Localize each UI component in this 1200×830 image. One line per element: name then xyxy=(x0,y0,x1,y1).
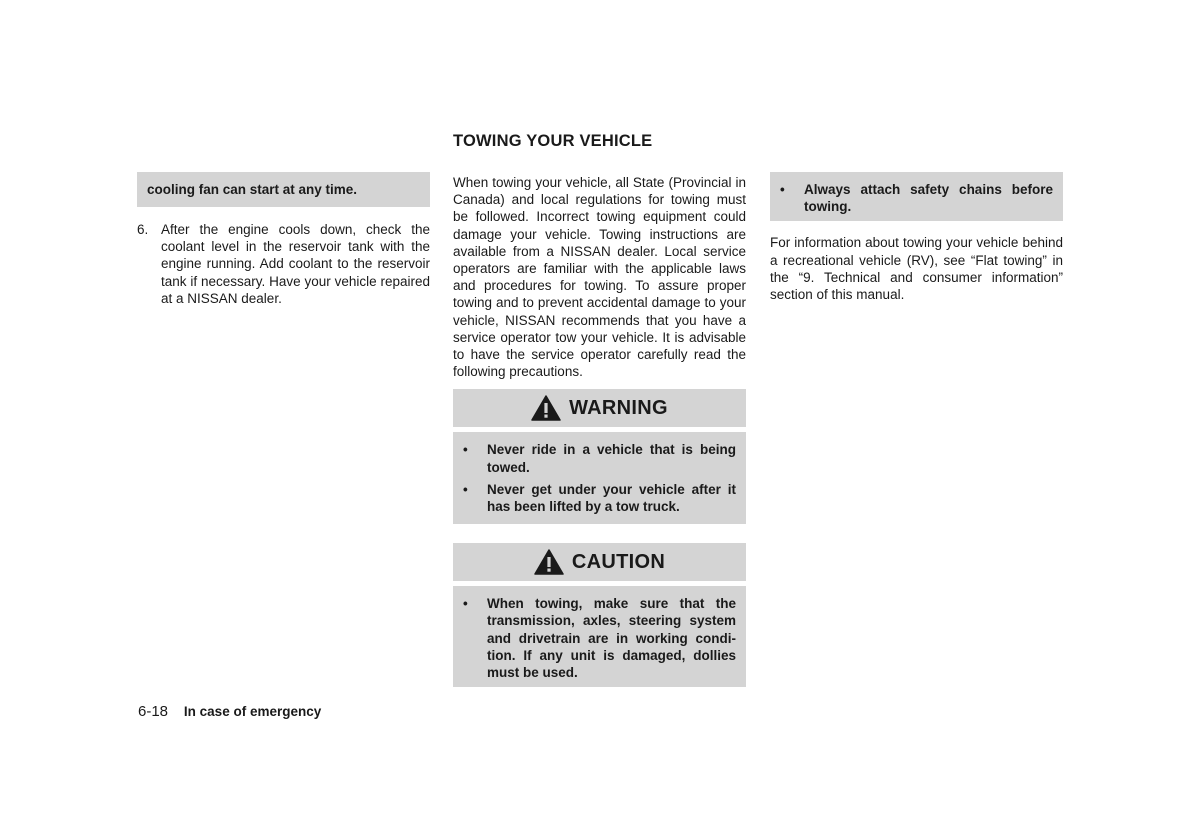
warning-triangle-icon xyxy=(534,549,564,575)
bullet-icon: • xyxy=(780,182,785,197)
towing-paragraph: When towing your vehicle, all State (Provincial in Canada) and local regulations for towing must be followed. Incorrect towing equipment could damage your vehicle. Towing instructions are available from a NISSAN dealer. Local service operators are familiar with the applicable laws and procedures for towing. To assure proper towing and to prevent accidental damage to your vehicle, NISSAN recommends that you have a service operator tow your vehicle. It is advisable to have the service operator carefully read the following precautions. xyxy=(453,175,746,380)
left-note-text: cooling fan can start at any time. xyxy=(147,181,358,197)
caution-body xyxy=(453,586,746,687)
item-text: After the engine cools down, check the coolant level in the reservoir tank with the engine running. Add coolant to the reservoir tank if necessary. Have your vehicle repaired at a NISSAN dealer. xyxy=(161,222,430,306)
middle-column xyxy=(453,174,746,687)
right-note-item xyxy=(780,181,1053,215)
page-footer xyxy=(138,703,321,720)
warning-box xyxy=(453,389,746,524)
bullet-icon: • xyxy=(463,596,468,612)
rv-towing-paragraph: For information about towing your vehicle behind a recreational vehicle (RV), see “Flat towing” in the “9. Technical and consumer information” section of this manual. xyxy=(770,235,1063,303)
left-note-box xyxy=(137,172,430,207)
caution-item-text: When towing, make sure that the transmission, axles, steering system and drivetrain are in working condi- tion. If any unit is damaged, dollies must be used. xyxy=(487,596,736,681)
right-note-text: Always attach safety chains before towing. xyxy=(804,182,1053,215)
caution-box xyxy=(453,543,746,687)
warning-item xyxy=(463,481,736,515)
right-note-box xyxy=(770,172,1063,221)
right-column xyxy=(770,172,1063,303)
left-column xyxy=(137,172,430,307)
warning-label: WARNING xyxy=(569,396,668,419)
warning-item-text: Never get under your vehicle after it has been lifted by a tow truck. xyxy=(487,481,736,515)
warning-item xyxy=(463,441,736,475)
warning-triangle-icon xyxy=(531,395,561,421)
warning-item-text: Never ride in a vehicle that is being towed. xyxy=(487,442,736,475)
bullet-icon: • xyxy=(463,481,468,497)
caution-item xyxy=(463,595,736,681)
warning-body xyxy=(453,432,746,524)
page-number: 6-18 xyxy=(138,703,169,720)
numbered-item xyxy=(137,221,430,307)
item-number: 6. xyxy=(137,222,149,237)
section-title: TOWING YOUR VEHICLE xyxy=(453,132,653,150)
bullet-icon: • xyxy=(463,442,468,458)
caution-header xyxy=(453,543,746,581)
footer-section: In case of emergency xyxy=(183,704,322,719)
caution-label: CAUTION xyxy=(571,550,666,573)
warning-header xyxy=(453,389,746,427)
